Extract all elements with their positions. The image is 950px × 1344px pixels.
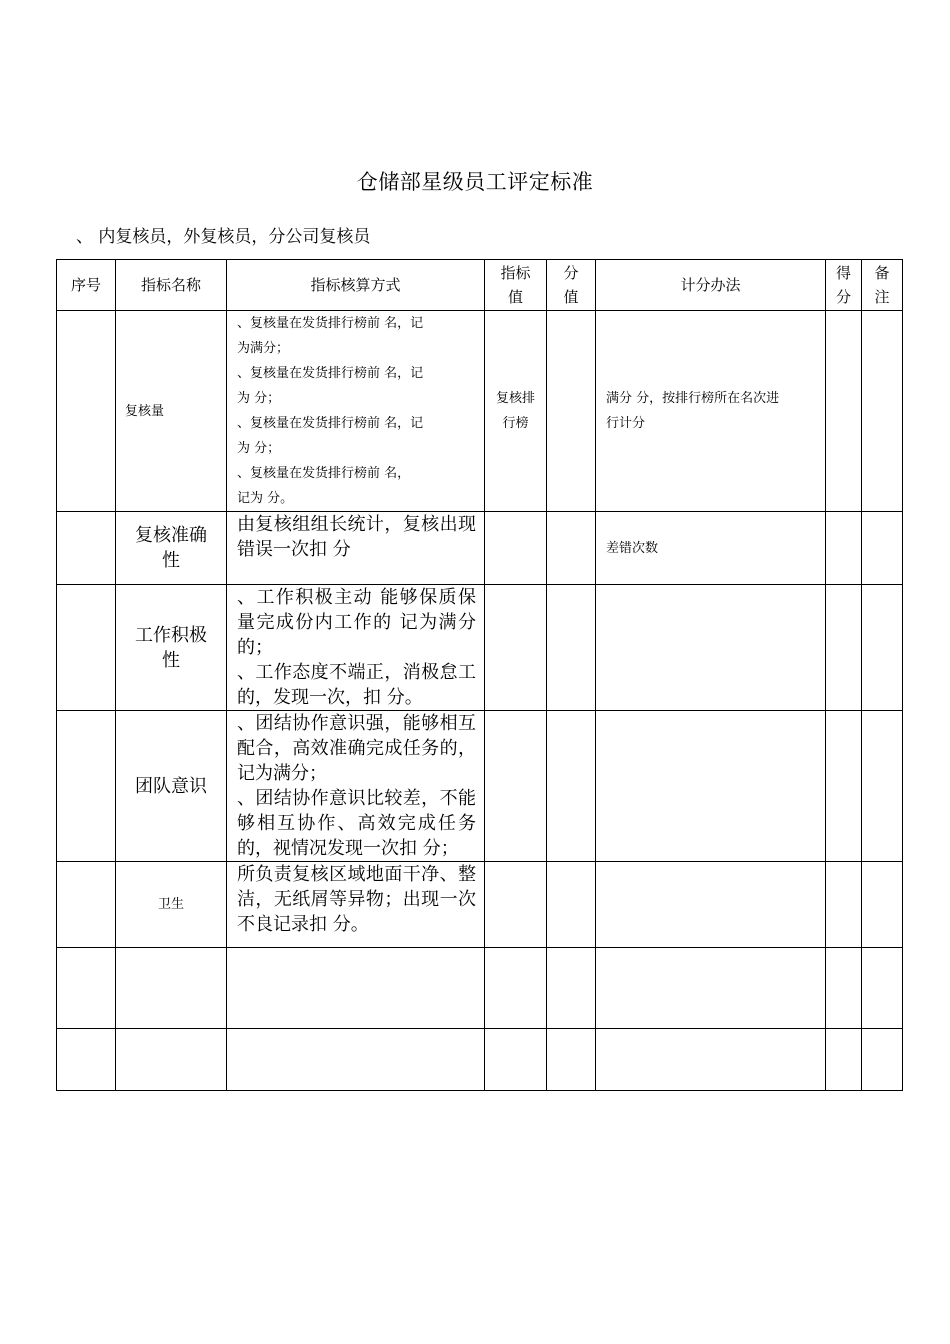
cell-value bbox=[485, 948, 547, 1029]
cell-got bbox=[826, 862, 862, 948]
cell-score bbox=[547, 585, 596, 711]
cell-note bbox=[862, 711, 903, 862]
cell-name: 复核量 bbox=[116, 311, 227, 512]
cell-method bbox=[227, 948, 485, 1029]
method-line: 、复核量在发货排行榜前 名， bbox=[237, 466, 411, 481]
cell-note bbox=[862, 1029, 903, 1091]
cell-note bbox=[862, 311, 903, 512]
cell-value bbox=[485, 1029, 547, 1091]
cell-name bbox=[116, 512, 227, 585]
cell-name bbox=[116, 1029, 227, 1091]
method-line: 、工作积极主动 能够保质保量完成份内工作的 记为满分的； bbox=[237, 587, 476, 658]
method-line: 为 分； bbox=[237, 441, 281, 456]
method-line: 为 分； bbox=[237, 391, 281, 406]
header-rule: 计分办法 bbox=[596, 260, 826, 311]
table-row bbox=[57, 711, 903, 862]
header-note bbox=[862, 260, 903, 311]
cell-method bbox=[227, 311, 485, 512]
cell-seq bbox=[57, 1029, 116, 1091]
cell-rule bbox=[596, 1029, 826, 1091]
cell-rule: 差错次数 bbox=[596, 512, 826, 585]
cell-name: 卫生 bbox=[116, 862, 227, 948]
table-row bbox=[57, 948, 903, 1029]
method-line: 、复核量在发货排行榜前 名，记 bbox=[237, 316, 424, 331]
cell-got bbox=[826, 311, 862, 512]
cell-value bbox=[485, 585, 547, 711]
cell-score bbox=[547, 311, 596, 512]
cell-method: 所负责复核区域地面干净、整洁，无纸屑等异物；出现一次不良记录扣 分。 bbox=[227, 862, 485, 948]
header-name: 指标名称 bbox=[116, 260, 227, 311]
header-seq: 序号 bbox=[57, 260, 116, 311]
header-value bbox=[485, 260, 547, 311]
cell-note bbox=[862, 862, 903, 948]
header-score-line-1: 分 bbox=[563, 264, 579, 282]
cell-seq bbox=[57, 948, 116, 1029]
name-line-2: 性 bbox=[162, 649, 180, 671]
header-value-line-2: 值 bbox=[507, 288, 523, 306]
cell-seq bbox=[57, 711, 116, 862]
method-line: 为满分； bbox=[237, 341, 290, 356]
table-row bbox=[57, 1029, 903, 1091]
cell-note bbox=[862, 512, 903, 585]
cell-got bbox=[826, 585, 862, 711]
header-got-line-1: 得 bbox=[835, 264, 851, 282]
method-line: 记为 分。 bbox=[237, 491, 294, 506]
rule-line-2: 行计分 bbox=[606, 416, 646, 431]
rule-line-1: 满分 分，按排行榜所在名次进 bbox=[606, 391, 780, 406]
method-line: 、团结协作意识强，能够相互配合，高效准确完成任务的，记为满分； bbox=[237, 713, 476, 784]
cell-seq bbox=[57, 512, 116, 585]
cell-seq bbox=[57, 862, 116, 948]
cell-score bbox=[547, 711, 596, 862]
header-method: 指标核算方式 bbox=[227, 260, 485, 311]
section-heading: 、 内复核员，外复核员，分公司复核员 bbox=[76, 227, 371, 247]
header-score bbox=[547, 260, 596, 311]
cell-method bbox=[227, 711, 485, 862]
cell-got bbox=[826, 1029, 862, 1091]
cell-score bbox=[547, 862, 596, 948]
cell-method bbox=[227, 585, 485, 711]
cell-score bbox=[547, 1029, 596, 1091]
table-row bbox=[57, 585, 903, 711]
cell-got bbox=[826, 711, 862, 862]
cell-name bbox=[116, 948, 227, 1029]
table-row bbox=[57, 311, 903, 512]
cell-method: 由复核组组长统计，复核出现错误一次扣 分 bbox=[227, 512, 485, 585]
value-line-1: 复核排 bbox=[495, 391, 535, 406]
method-line: 、工作态度不端正，消极怠工的，发现一次，扣 分。 bbox=[237, 662, 476, 708]
cell-got bbox=[826, 948, 862, 1029]
cell-value bbox=[485, 862, 547, 948]
header-got bbox=[826, 260, 862, 311]
header-note-line-2: 注 bbox=[874, 288, 890, 306]
evaluation-table bbox=[56, 259, 903, 1091]
cell-note bbox=[862, 948, 903, 1029]
header-row bbox=[57, 260, 903, 311]
cell-method bbox=[227, 1029, 485, 1091]
cell-got bbox=[826, 512, 862, 585]
cell-rule bbox=[596, 862, 826, 948]
cell-name: 团队意识 bbox=[116, 711, 227, 862]
cell-score bbox=[547, 948, 596, 1029]
header-value-line-1: 指标 bbox=[500, 264, 531, 282]
page-title: 仓储部星级员工评定标准 bbox=[356, 170, 594, 194]
cell-rule bbox=[596, 585, 826, 711]
cell-score bbox=[547, 512, 596, 585]
method-line: 、复核量在发货排行榜前 名，记 bbox=[237, 366, 424, 381]
cell-value bbox=[485, 311, 547, 512]
value-line-2: 行榜 bbox=[502, 416, 529, 431]
name-line-1: 复核准确 bbox=[135, 525, 207, 546]
name-line-1: 工作积极 bbox=[135, 624, 207, 646]
method-line: 、复核量在发货排行榜前 名，记 bbox=[237, 416, 424, 431]
cell-value bbox=[485, 512, 547, 585]
cell-name bbox=[116, 585, 227, 711]
cell-rule bbox=[596, 948, 826, 1029]
cell-rule bbox=[596, 311, 826, 512]
table-row bbox=[57, 512, 903, 585]
header-score-line-2: 值 bbox=[563, 288, 579, 306]
cell-value bbox=[485, 711, 547, 862]
table-row bbox=[57, 862, 903, 948]
cell-seq bbox=[57, 311, 116, 512]
method-line: 、团结协作意识比较差，不能够相互协作、高效完成任务的，视情况发现一次扣 分； bbox=[237, 788, 476, 859]
name-line-2: 性 bbox=[162, 550, 180, 571]
header-note-line-1: 备 bbox=[874, 264, 890, 282]
cell-rule bbox=[596, 711, 826, 862]
cell-seq bbox=[57, 585, 116, 711]
cell-note bbox=[862, 585, 903, 711]
header-got-line-2: 分 bbox=[835, 288, 851, 306]
